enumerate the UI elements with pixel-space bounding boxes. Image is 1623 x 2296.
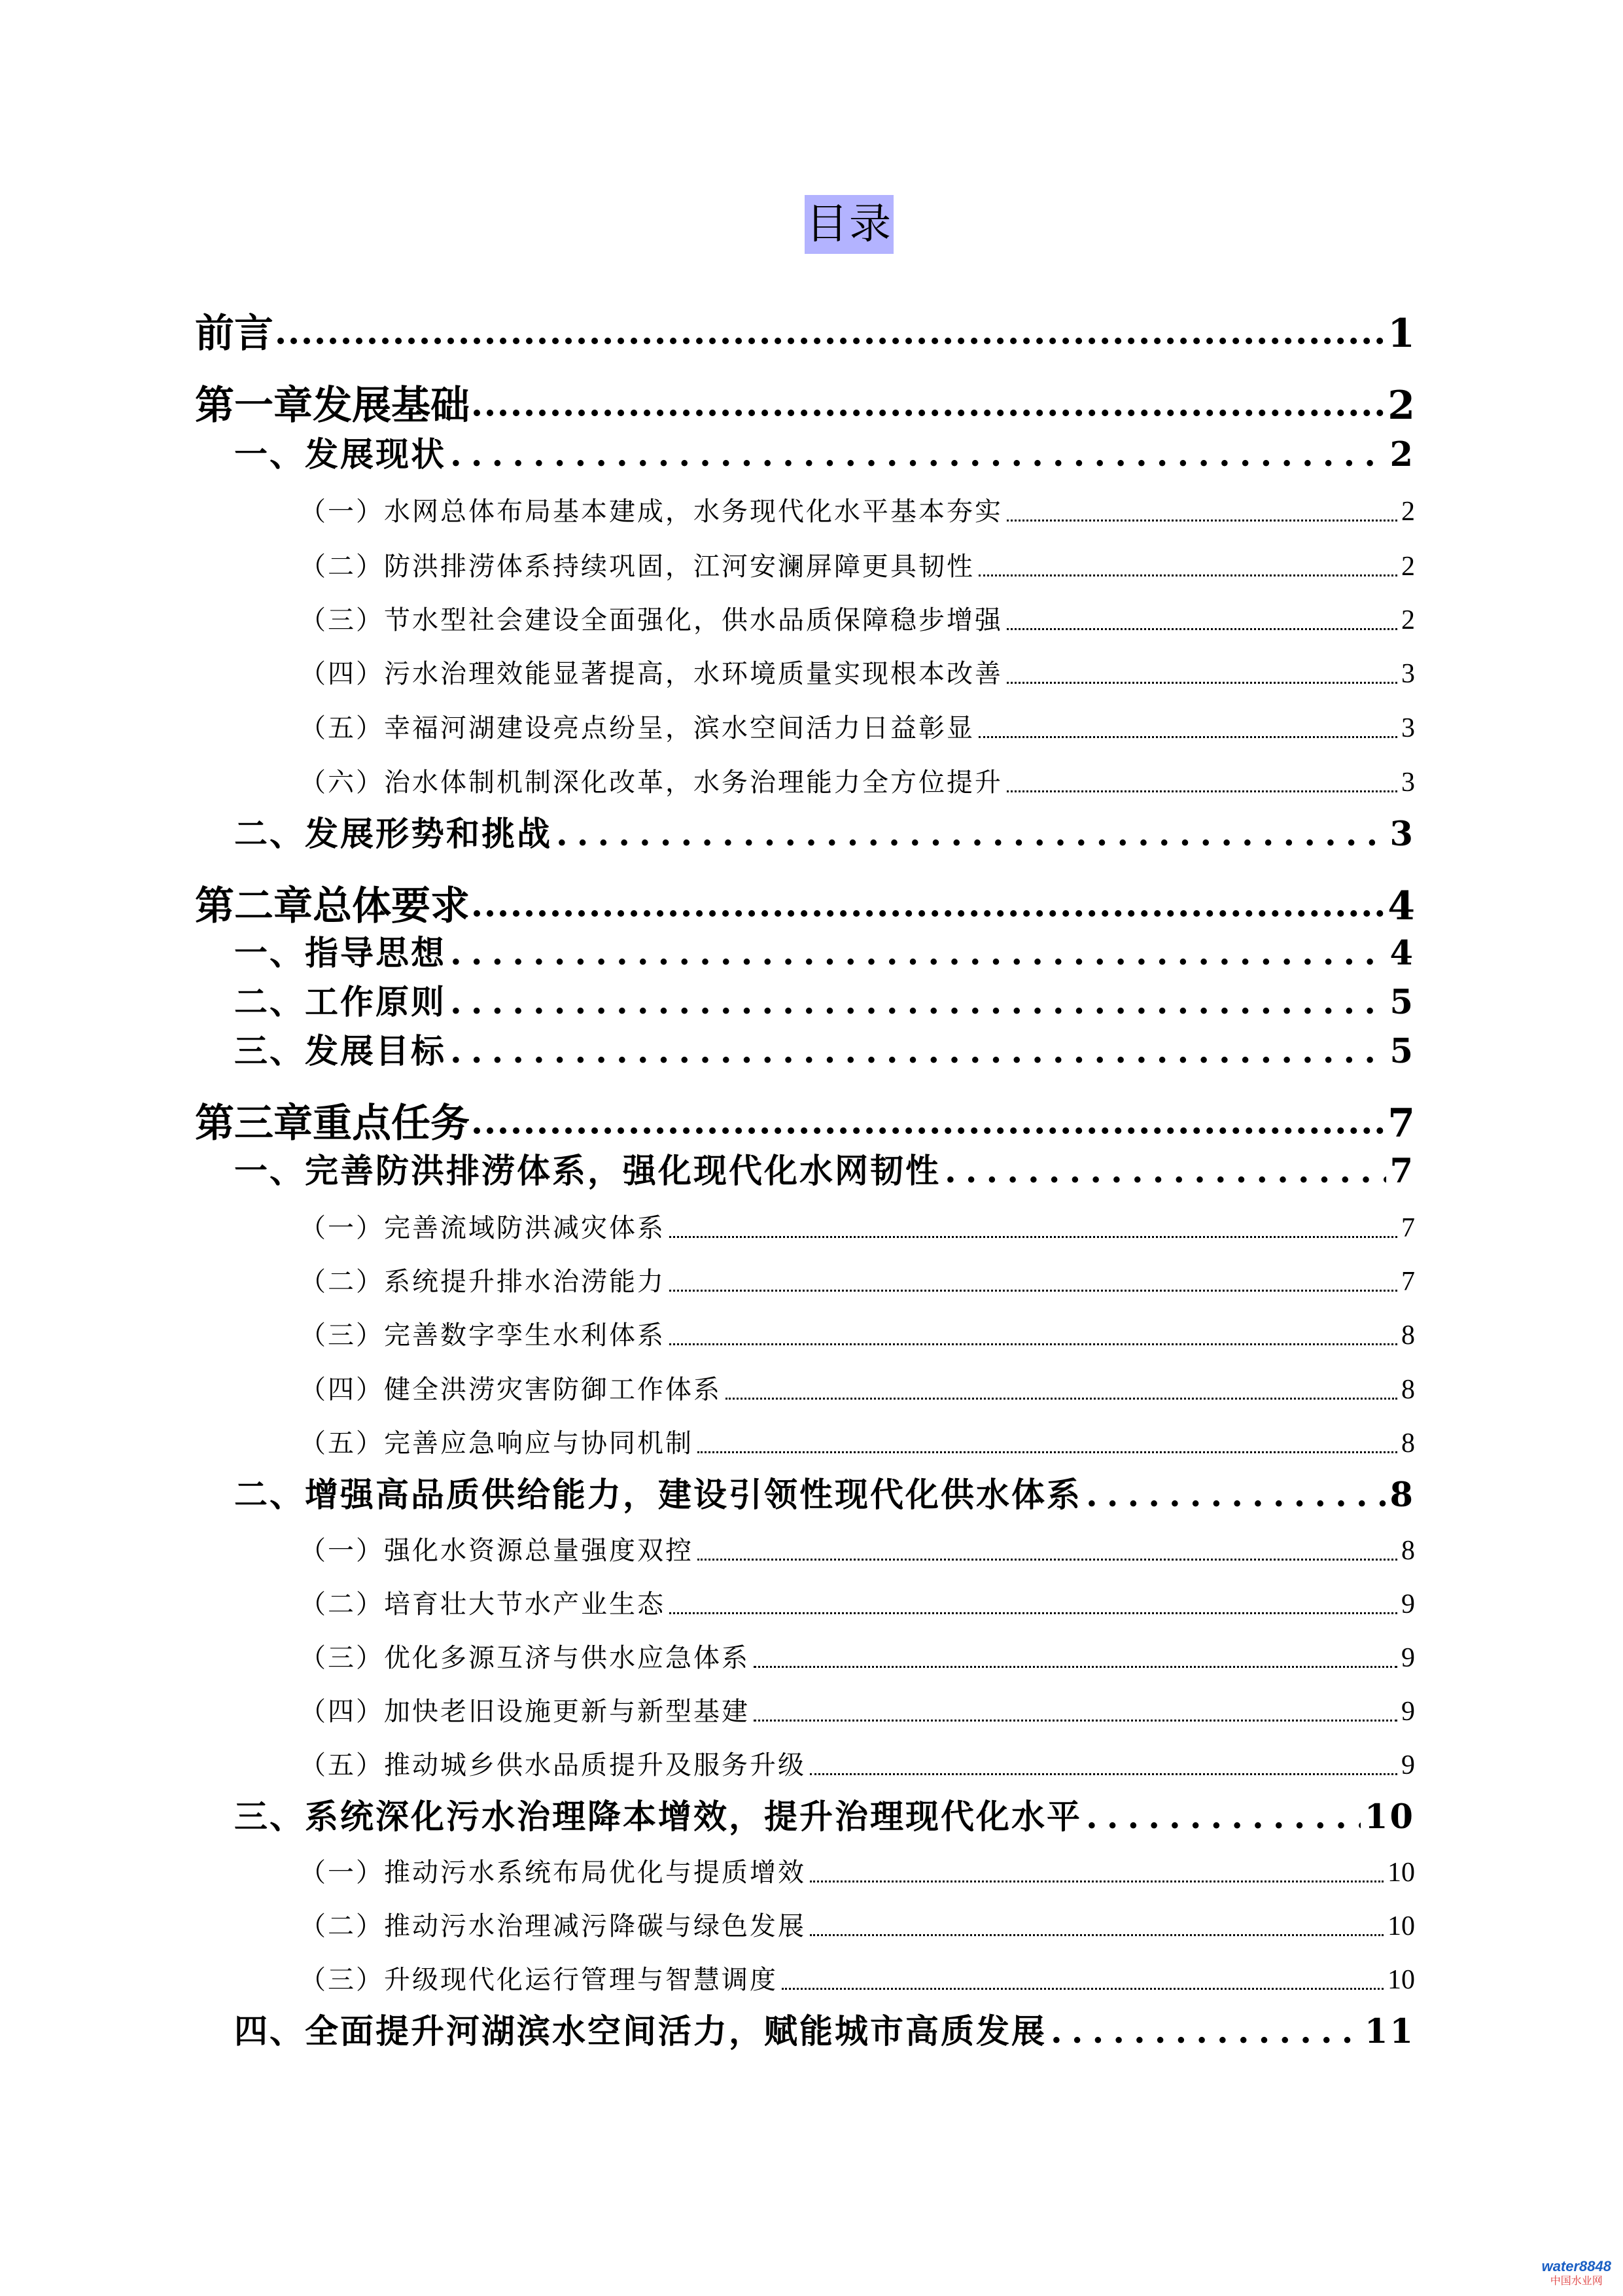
toc-leader-dots [754,1720,1397,1722]
toc-entry[interactable] [195,880,1415,932]
toc-leader-dots [450,1029,1386,1074]
toc-entry[interactable] [300,1424,1415,1463]
toc-entry-page-number: 3 [1389,815,1415,854]
toc-entry-label: 三、发展目标 [234,1032,447,1071]
toc-entry-page-number: 7 [1401,1213,1415,1243]
toc-entry-label: （二）防洪排涝体系持续巩固，江河安澜屏障更具韧性 [300,552,975,582]
toc-leader-dots [810,1881,1384,1882]
toc-entry-label: 三、系统深化污水治理降本增效，提升治理现代化水平 [234,1797,1083,1837]
toc-entry[interactable] [234,432,1415,478]
toc-leader-dots [1007,790,1397,792]
toc-leader-dots [979,736,1397,738]
toc-leader-dots [277,338,1384,344]
toc-entry-label: （三）节水型社会建设全面强化，供水品质保障稳步增强 [300,605,1003,635]
toc-entry[interactable] [300,1585,1415,1624]
toc-entry-label: （一）水网总体布局基本建成，水务现代化水平基本夯实 [300,497,1003,527]
toc-entry-page-number: 8 [1401,1375,1415,1405]
toc-entry-page-number: 10 [1387,1858,1415,1888]
toc-entry-label: （四）健全洪涝灾害防御工作体系 [300,1375,722,1405]
toc-entry-label: （一）强化水资源总量强度双控 [300,1536,693,1566]
toc-entry-label: （四）加快老旧设施更新与新型基建 [300,1697,750,1727]
toc-entry-label: （一）完善流域防洪减灾体系 [300,1213,665,1243]
toc-leader-dots [474,410,1384,416]
toc-entry-page-number: 7 [1401,1267,1415,1297]
toc-leader-dots [474,1127,1384,1134]
toc-leader-dots [450,980,1386,1025]
toc-entry[interactable] [234,811,1415,857]
toc-entry-page-number: 5 [1389,983,1415,1022]
toc-leader-dots [1007,520,1397,521]
toc-entry[interactable] [300,1853,1415,1892]
toc-entry-page-number: 11 [1365,2012,1415,2051]
toc-leader-dots [725,1398,1397,1400]
toc-leader-dots [450,432,1386,478]
toc-entry-label: 第三章重点任务 [195,1101,470,1146]
toc-entry[interactable] [300,601,1415,640]
toc-entry-label: 一、发展现状 [234,435,447,474]
toc-entry-label: （三）优化多源互济与供水应急体系 [300,1643,750,1673]
toc-leader-dots [810,1934,1384,1936]
toc-entry-page-number: 10 [1387,1965,1415,1995]
toc-entry-label: 前言 [195,311,273,357]
toc-entry-label: （五）完善应急响应与协同机制 [300,1428,693,1458]
toc-entry-label: 一、指导思想 [234,934,447,973]
toc-entry-page-number: 2 [1401,497,1415,527]
toc-entry[interactable] [234,1148,1415,1194]
toc-entry[interactable] [300,709,1415,748]
toc-entry[interactable] [300,1746,1415,1785]
toc-entry-page-number: 8 [1389,1475,1415,1515]
toc-entry[interactable] [300,763,1415,802]
toc-entry[interactable] [300,1262,1415,1301]
toc-entry-label: （四）污水治理效能显著提高，水环境质量实现根本改善 [300,659,1003,689]
toc-leader-dots [1007,628,1397,630]
toc-entry-page-number: 8 [1401,1320,1415,1351]
toc-entry-label: 一、完善防洪排涝体系，强化现代化水网韧性 [234,1152,941,1191]
toc-leader-dots [669,1236,1397,1238]
toc-entry[interactable] [300,1960,1415,2000]
toc-entry-page-number: 9 [1401,1750,1415,1780]
toc-entry-label: 二、工作原则 [234,983,447,1022]
toc-entry-page-number: 3 [1401,768,1415,798]
toc-entry-label: （五）推动城乡供水品质提升及服务升级 [300,1750,806,1780]
toc-entry-label: （六）治水体制机制深化改革，水务治理能力全方位提升 [300,768,1003,798]
toc-entry-page-number: 7 [1389,1152,1415,1191]
toc-leader-dots [697,1451,1397,1453]
toc-entry-label: 第二章总体要求 [195,883,470,929]
toc-leader-dots [1086,1472,1386,1518]
toc-entry-page-number: 3 [1401,659,1415,689]
toc-entry[interactable] [234,1794,1415,1840]
toc-entry-page-number: 3 [1401,713,1415,743]
toc-entry-label: 第一章发展基础 [195,383,470,429]
toc-leader-dots [669,1612,1397,1614]
toc-entry[interactable] [234,1029,1415,1074]
page-title: 目录 [805,195,894,254]
toc-leader-dots [669,1343,1397,1345]
toc-entry-page-number: 9 [1401,1643,1415,1673]
toc-entry-label: （二）系统提升排水治涝能力 [300,1267,665,1297]
toc-leader-dots [810,1773,1397,1775]
toc-entry[interactable] [195,380,1415,432]
toc-entry[interactable] [300,1692,1415,1731]
toc-entry-page-number: 4 [1387,883,1415,929]
toc-leader-dots [1086,1794,1361,1840]
toc-entry-page-number: 2 [1387,383,1415,429]
toc-leader-dots [979,574,1397,576]
toc-entry-page-number: 2 [1401,605,1415,635]
toc-entry-label: （五）幸福河湖建设亮点纷呈，滨水空间活力日益彰显 [300,713,975,743]
toc-leader-dots [697,1559,1397,1561]
toc-entry-page-number: 8 [1401,1428,1415,1458]
toc-entry-page-number: 7 [1387,1101,1415,1146]
toc-entry-page-number: 10 [1365,1797,1415,1837]
toc-entry-label: 四、全面提升河湖滨水空间活力，赋能城市高质发展 [234,2012,1047,2051]
toc-entry[interactable] [234,980,1415,1025]
toc-entry-page-number: 8 [1401,1536,1415,1566]
toc-leader-dots [782,1988,1384,1990]
toc-leader-dots [945,1148,1386,1194]
toc-entry[interactable] [300,1907,1415,1946]
toc-leader-dots [474,910,1384,917]
toc-entry[interactable] [195,308,1415,360]
toc-leader-dots [450,930,1386,976]
toc-entry-label: （二）推动污水治理减污降碳与绿色发展 [300,1911,806,1941]
toc-entry[interactable] [300,1531,1415,1570]
toc-entry-label: （二）培育壮大节水产业生态 [300,1589,665,1619]
toc-entry-label: 二、发展形势和挑战 [234,815,553,854]
toc-entry-label: 二、增强高品质供给能力，建设引领性现代化供水体系 [234,1475,1083,1515]
toc-entry-page-number: 1 [1387,311,1415,357]
toc-entry-page-number: 2 [1401,552,1415,582]
watermark-logo: water8848 中国水业网 [1541,2258,1611,2287]
toc-entry[interactable] [234,930,1415,976]
toc-leader-dots [1051,2009,1361,2055]
toc-entry[interactable] [300,1209,1415,1248]
toc-entry[interactable] [195,1097,1415,1150]
toc-entry[interactable] [300,1370,1415,1409]
toc-leader-dots [556,811,1386,857]
toc-leader-dots [754,1666,1397,1668]
toc-leader-dots [669,1290,1397,1292]
toc-entry[interactable] [234,2009,1415,2055]
toc-entry-page-number: 10 [1387,1911,1415,1941]
toc-entry-page-number: 4 [1389,934,1415,973]
toc-entry-page-number: 2 [1389,435,1415,474]
toc-entry-label: （三）升级现代化运行管理与智慧调度 [300,1965,778,1995]
toc-leader-dots [1007,682,1397,684]
toc-entry[interactable] [300,547,1415,586]
toc-entry-label: （一）推动污水系统布局优化与提质增效 [300,1858,806,1888]
toc-entry-page-number: 5 [1389,1032,1415,1071]
toc-entry-page-number: 9 [1401,1589,1415,1619]
toc-entry[interactable] [300,1316,1415,1355]
toc-entry-page-number: 9 [1401,1697,1415,1727]
toc-entry-label: （三）完善数字孪生水利体系 [300,1320,665,1351]
toc-entry[interactable] [234,1472,1415,1518]
toc-entry[interactable] [300,492,1415,531]
toc-entry[interactable] [300,654,1415,694]
toc-entry[interactable] [300,1638,1415,1678]
